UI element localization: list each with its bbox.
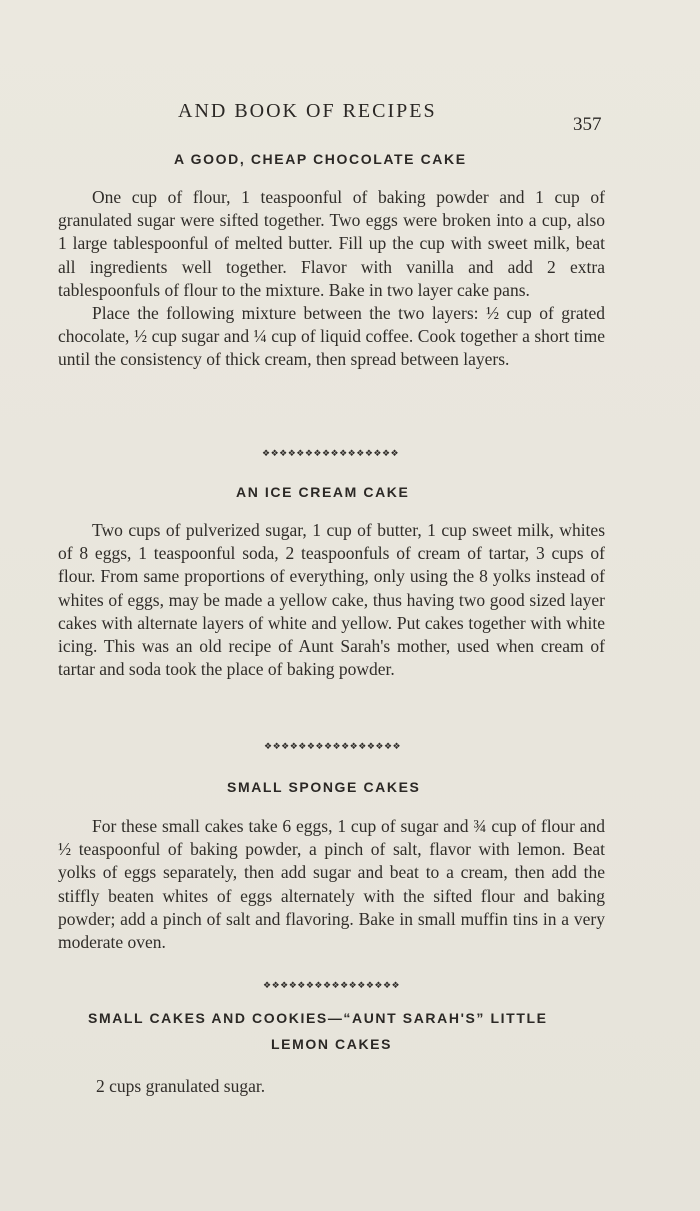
recipe-title-lemon-cakes-line1: SMALL CAKES AND COOKIES—“AUNT SARAH'S” LITTLE — [88, 1010, 548, 1026]
recipe-body-sponge-cakes — [58, 815, 605, 954]
recipe-title-sponge-cakes: SMALL SPONGE CAKES — [227, 779, 421, 795]
page-number: 357 — [573, 114, 602, 135]
paragraph: Place the following mixture between the two layers: ½ cup of grated chocolate, ½ cup sugar and ¼ cup of liquid coffee. Cook together a short time until the consistency of thick cream, then spread between layers. — [58, 303, 605, 370]
paragraph: For these small cakes take 6 eggs, 1 cup of sugar and ¾ cup of flour and ½ teaspoonful of baking powder, a pinch of salt, flavor with lemon. Beat yolks of eggs separately, then add sugar and beat to a cream, then add the stiffly beaten whites of eggs alternately with the sifted flour and baking powder; add a pinch of salt and flavoring. Bake in small muffin tins in a very moderate oven. — [58, 816, 605, 953]
ingredient-item: 2 cups granulated sugar. — [96, 1076, 266, 1096]
running-head: AND BOOK OF RECIPES — [178, 100, 437, 122]
recipe-title-lemon-cakes-line2: LEMON CAKES — [271, 1036, 393, 1052]
recipe-title-chocolate-cake: A GOOD, CHEAP CHOCOLATE CAKE — [174, 151, 467, 167]
recipe-body-chocolate-cake — [58, 186, 605, 372]
ornament-divider: ❖❖❖❖❖❖❖❖❖❖❖❖❖❖❖❖ — [264, 742, 402, 752]
recipe-title-ice-cream-cake: AN ICE CREAM CAKE — [236, 484, 410, 500]
ornament-divider: ❖❖❖❖❖❖❖❖❖❖❖❖❖❖❖❖ — [263, 981, 401, 991]
recipe-body-ice-cream-cake — [58, 519, 605, 681]
ornament-divider: ❖❖❖❖❖❖❖❖❖❖❖❖❖❖❖❖ — [262, 449, 400, 459]
paragraph: Two cups of pulverized sugar, 1 cup of butter, 1 cup sweet milk, whites of 8 eggs, 1 teaspoonful soda, 2 teaspoonfuls of cream of tartar, 3 cups of flour. From same proportions of everything, only using the 8 yolks instead of whites of eggs, may be made a yellow cake, thus having two good sized layer cakes with alternate layers of white and yellow. Put cakes together with white icing. This was an old recipe of Aunt Sarah's mother, used when cream of tartar and soda took the place of baking powder. — [58, 520, 605, 680]
paragraph: One cup of flour, 1 teaspoonful of baking powder and 1 cup of granulated sugar were sifted together. Two eggs were broken into a cup, also 1 large tablespoonful of melted butter. Fill up the cup with sweet milk, beat all ingredients well together. Flavor with vanilla and add 2 extra tablespoonfuls of flour to the mixture. Bake in two layer cake pans. — [58, 187, 605, 300]
